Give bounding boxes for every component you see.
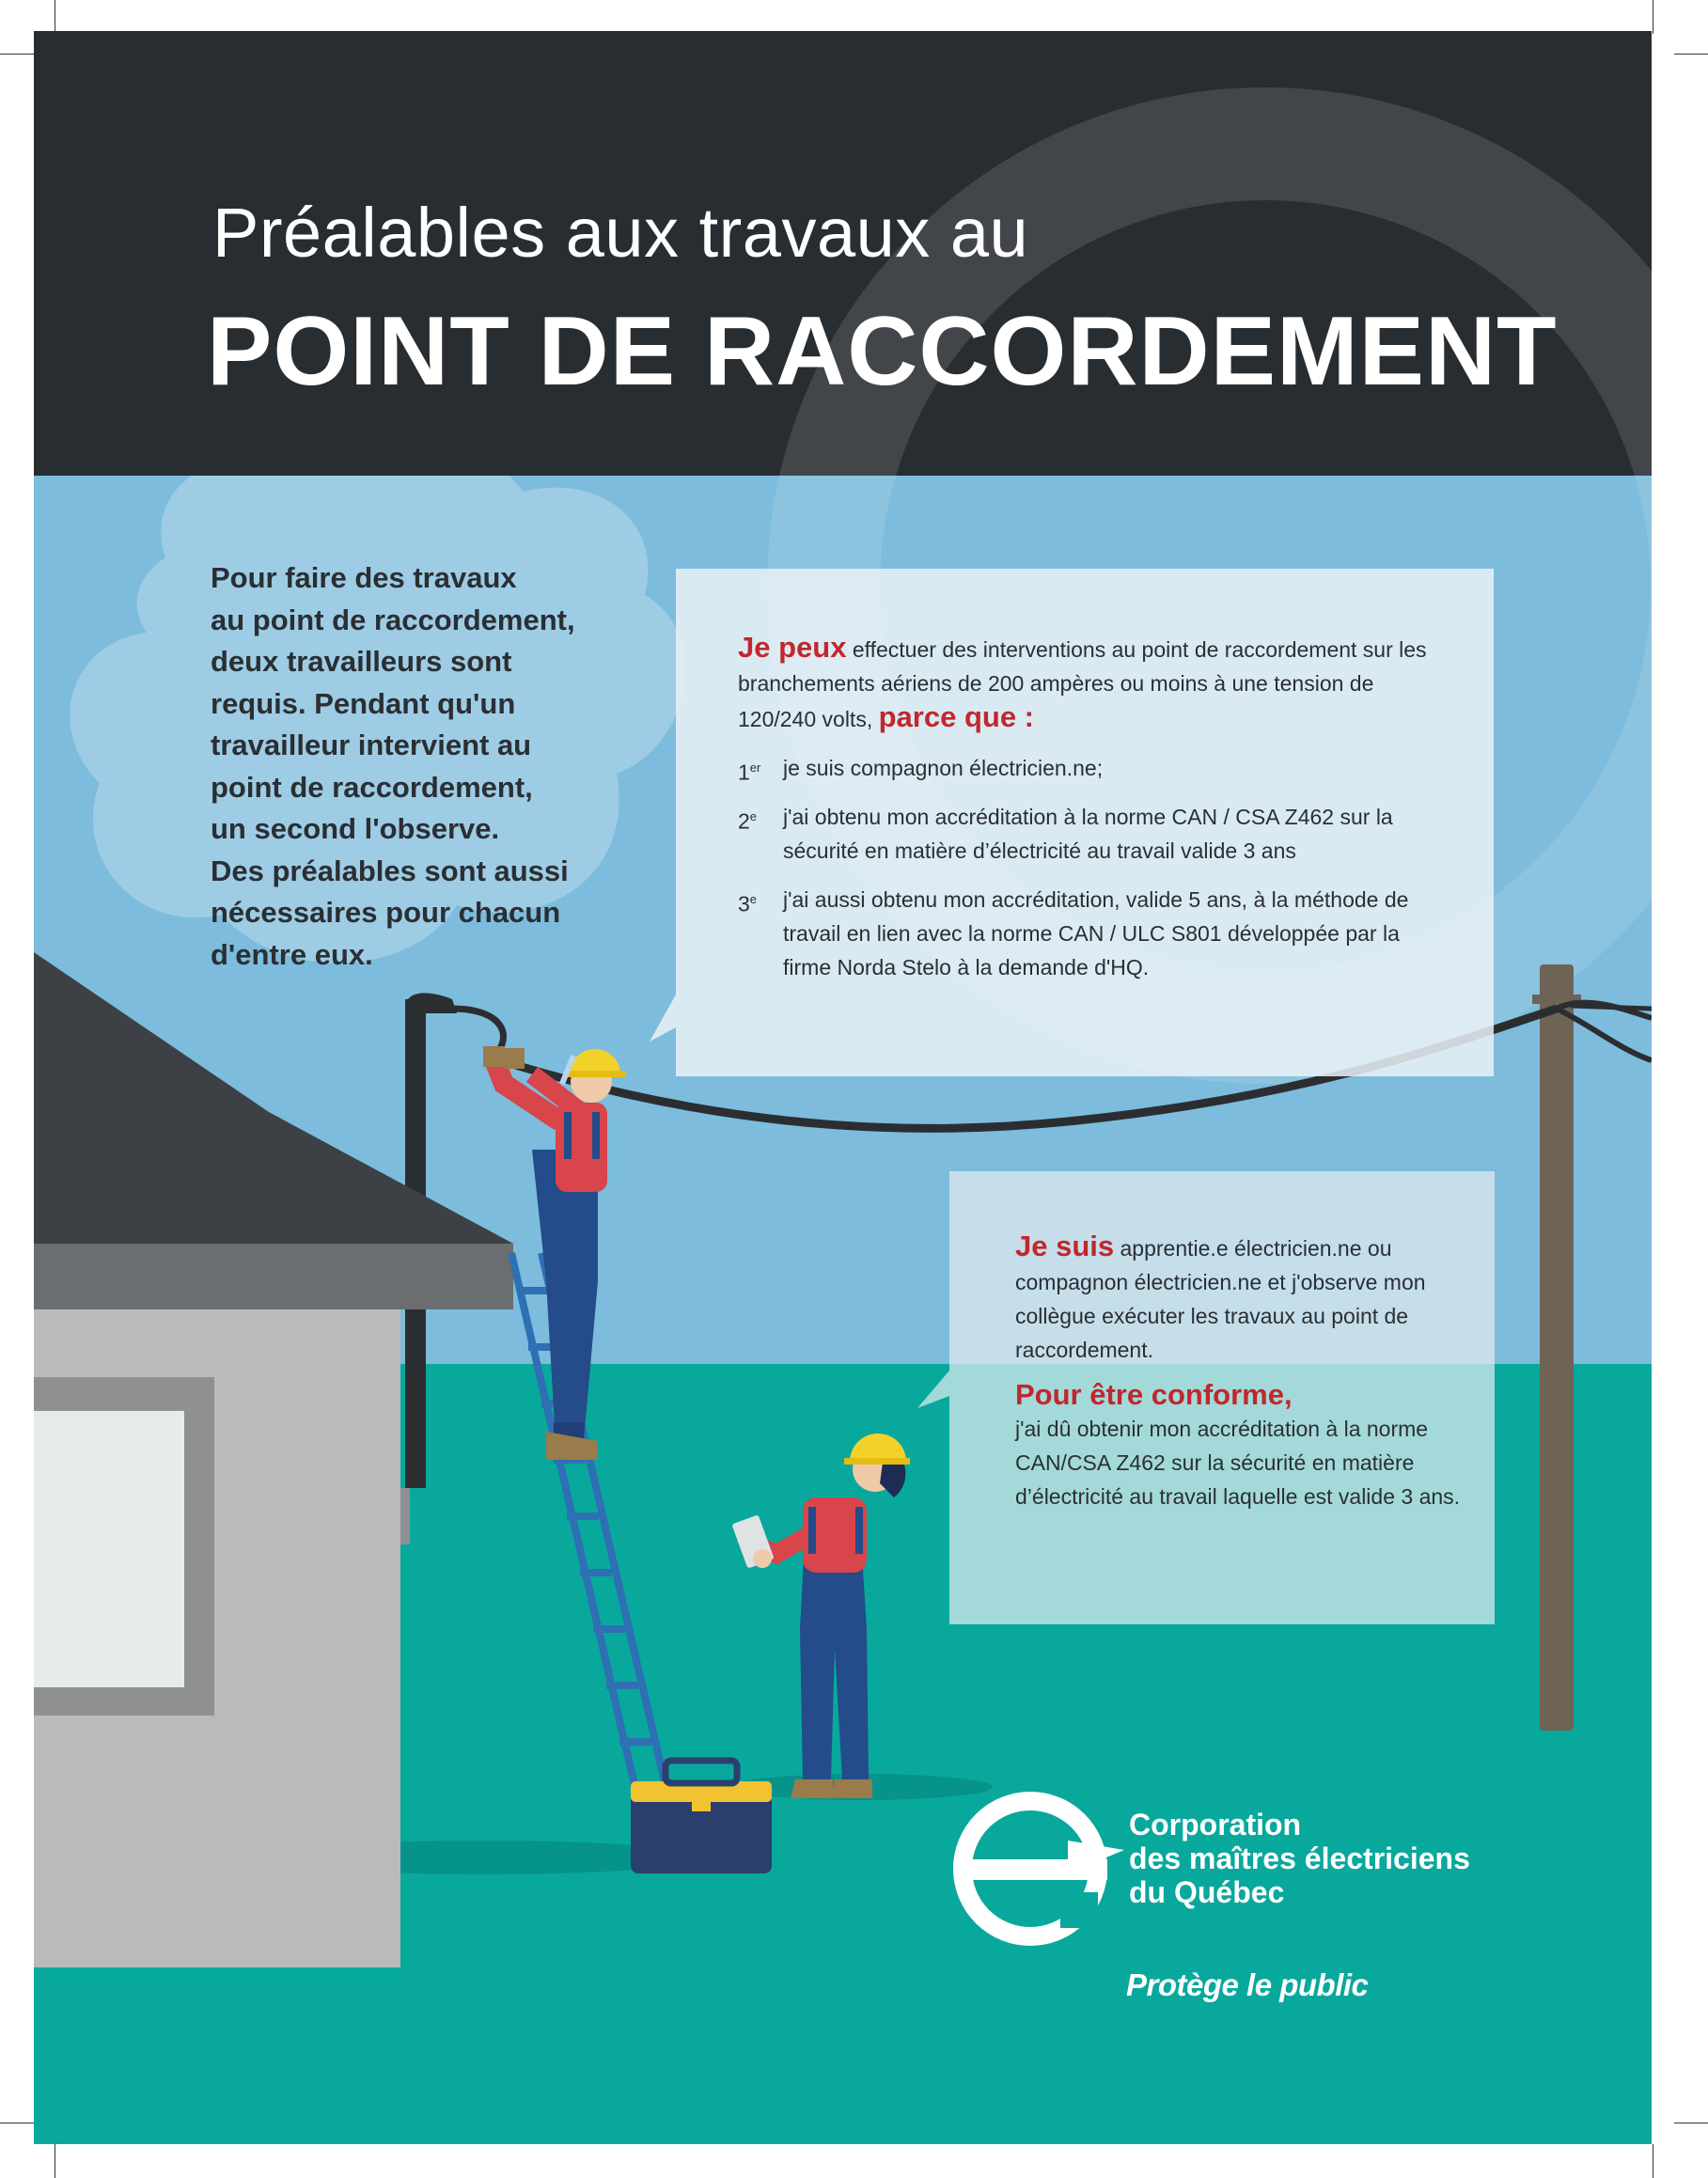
intro-line: un second l'observe. [211, 812, 500, 845]
requirement-number: 3e [738, 891, 758, 917]
roof-fascia [34, 1244, 513, 1309]
bubble-pointer [650, 995, 676, 1042]
title-line-2: POINT DE RACCORDEMENT [207, 297, 1558, 406]
weatherhead [405, 993, 457, 1013]
intro-line: requis. Pendant qu'un [211, 686, 516, 720]
utility-pole [1540, 964, 1574, 1731]
intro-line: deux travailleurs sont [211, 645, 512, 678]
worker2-speech-box [949, 1171, 1495, 1624]
worker2-text: apprentie.e électricien.ne ou compagnon électricien.ne et j'observe mon collègue exécuter les travaux au point de raccordement. [1015, 1236, 1426, 1362]
worker2-text2: j'ai dû obtenir mon accréditation à la norme CAN/CSA Z462 sur la sécurité en matière d’électricité au travail laquelle est valide 3 ans. [1015, 1417, 1461, 1509]
crop-mark [1674, 54, 1708, 55]
requirement-item [738, 751, 1452, 785]
window [34, 1411, 184, 1687]
worker1-speech-box [676, 569, 1494, 1076]
intro-line: travailleur intervient au [211, 729, 532, 761]
intro-line: nécessaires pour chacun [211, 896, 561, 929]
worker2-highlight: Je suis [1015, 1230, 1115, 1262]
intro-line: point de raccordement, [211, 770, 533, 804]
requirement-item [738, 800, 1452, 868]
crop-mark [0, 54, 34, 55]
cmeq-logo-text [1129, 1808, 1470, 1909]
worker1-statement [738, 631, 1452, 736]
intro-line: Des préalables sont aussi [211, 854, 569, 887]
worker2-heading: Pour être conforme, [1015, 1378, 1293, 1411]
intro-text [211, 557, 652, 976]
requirement-text: je suis compagnon électricien.ne; [783, 756, 1104, 780]
intro-line: Pour faire des travaux [211, 561, 517, 594]
requirement-text: j'ai obtenu mon accréditation à la norme CAN / CSA Z462 sur la sécurité en matière d’électricité au travail valide 3 ans [783, 805, 1393, 863]
tagline: Protège le public [1126, 1967, 1369, 2002]
worker1-highlight2: parce que : [878, 700, 1034, 733]
poster [34, 31, 1652, 2144]
header-banner [34, 31, 1652, 476]
intro-line: au point de raccordement, [211, 603, 575, 636]
title-line-1: Préalables aux travaux au [212, 194, 1029, 272]
logo-line: des maîtres électriciens [1129, 1841, 1470, 1875]
service-cable [1571, 1006, 1652, 1009]
intro-line: d'entre eux. [211, 937, 373, 971]
worker1-highlight: Je peux [738, 631, 847, 664]
requirement-number: 2e [738, 808, 758, 834]
worker1-text: effectuer des interventions au point de raccordement sur les branchements aériens de 200 ampères ou moins à une tension de 120/240 volts, [738, 637, 1427, 731]
meter-box [400, 1488, 410, 1544]
worker2-compliance [1015, 1378, 1466, 1513]
requirement-number: 1er [738, 760, 761, 785]
requirement-item [738, 883, 1452, 984]
logo-line: du Québec [1129, 1875, 1285, 1909]
requirement-text: j'ai aussi obtenu mon accréditation, valide 5 ans, à la méthode de travail en lien avec la norme CAN / ULC S801 développée par la firme Norda Stelo à la demande d'HQ. [783, 887, 1409, 979]
logo-line: Corporation [1129, 1808, 1302, 1841]
worker2-statement [1015, 1230, 1466, 1367]
